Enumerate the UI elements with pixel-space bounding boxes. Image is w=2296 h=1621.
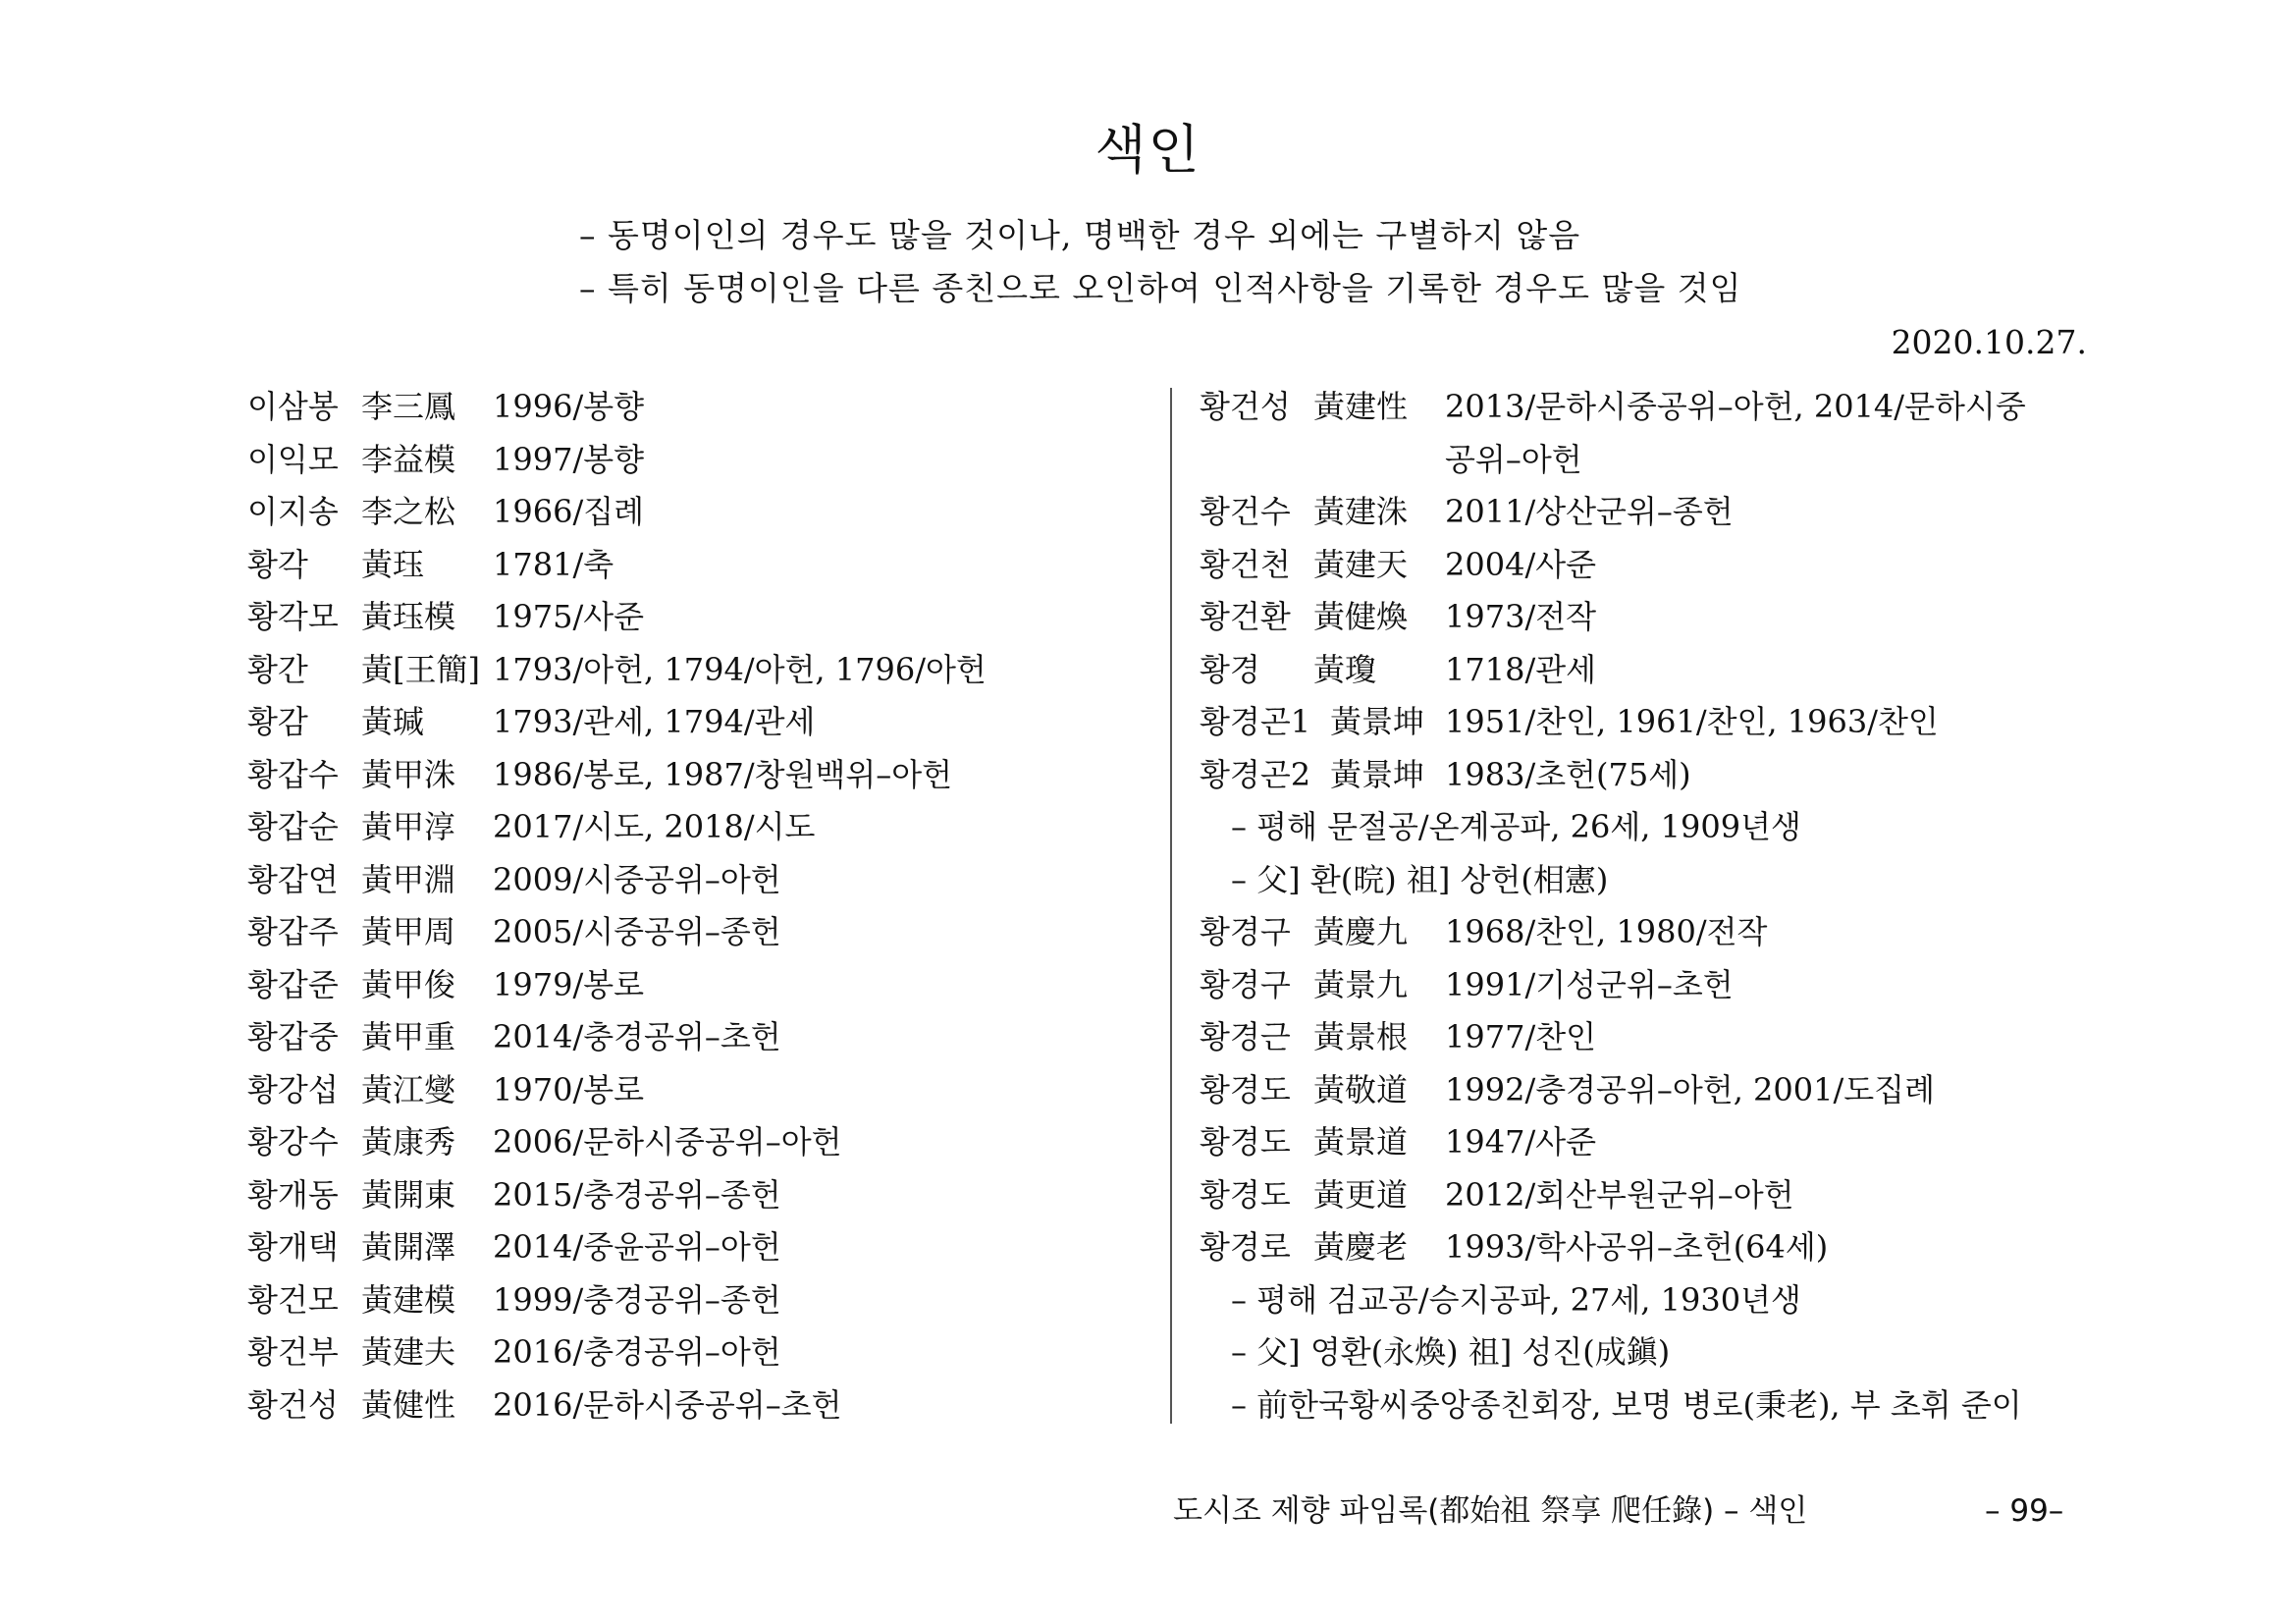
entry-record: 1977/찬인	[1445, 1018, 1597, 1055]
index-entry	[1200, 959, 2103, 1012]
entry-korean-name: 황감	[247, 703, 308, 740]
index-right-column	[1200, 381, 2103, 1432]
entry-record: 공위–아헌	[1445, 440, 1582, 478]
entry-korean-name: 황건성	[1200, 388, 1291, 425]
entry-record: 1973/전작	[1445, 598, 1597, 635]
entry-record: 1975/사준	[493, 598, 645, 635]
entry-record: 1983/초헌(75세)	[1445, 755, 1691, 793]
entry-hanja-name: 黃建性	[1313, 388, 1409, 425]
entry-record: 2013/문하시중공위–아헌, 2014/문하시중	[1445, 388, 2026, 425]
date: 2020.10.27.	[1891, 323, 2087, 361]
entry-korean-name: 황경로	[1200, 1228, 1291, 1266]
entry-record: 2016/충경공위–아헌	[493, 1333, 781, 1371]
entry-hanja-name: 黃康秀	[361, 1123, 456, 1161]
entry-korean-name: 황경도	[1200, 1175, 1291, 1214]
entry-hanja-name: 黃甲周	[361, 913, 456, 950]
entry-hanja-name: 黃瓊	[1313, 650, 1377, 688]
index-entry	[247, 801, 1160, 854]
page-number: – 99–	[1985, 1493, 2064, 1529]
entry-hanja-name: 黃甲淵	[361, 860, 456, 898]
entry-hanja-name: 黃建天	[1313, 545, 1409, 583]
index-entry	[1200, 486, 2103, 539]
entry-korean-name: 황갑주	[247, 913, 339, 950]
entry-record: 2009/시중공위–아헌	[493, 860, 781, 898]
entry-korean-name: 황건부	[247, 1333, 339, 1371]
entry-korean-name: 황건수	[1200, 493, 1291, 530]
entry-record: 2016/문하시중공위–초헌	[493, 1385, 842, 1424]
index-entry	[247, 696, 1160, 749]
index-entry	[1200, 381, 2103, 434]
entry-detail: – 父] 환(晥) 祖] 상헌(相憲)	[1231, 860, 1609, 898]
entry-korean-name: 황개동	[247, 1175, 339, 1214]
entry-hanja-name: 黃建洙	[1313, 493, 1409, 530]
index-entry	[247, 749, 1160, 802]
entry-record: 1947/사준	[1445, 1123, 1597, 1161]
entry-korean-name: 황각모	[247, 598, 339, 635]
entry-hanja-name: 黃景坤	[1330, 755, 1425, 793]
entry-hanja-name: 李益模	[361, 440, 456, 478]
index-entry	[247, 1274, 1160, 1327]
index-entry	[1200, 801, 2103, 854]
index-entry	[247, 1326, 1160, 1379]
entry-record: 2014/중윤공위–아헌	[493, 1228, 781, 1266]
entry-korean-name: 황개택	[247, 1228, 339, 1266]
entry-korean-name: 황건환	[1200, 598, 1291, 635]
index-entry	[247, 1064, 1160, 1117]
entry-record: 1781/축	[493, 545, 614, 583]
entry-korean-name: 황건성	[247, 1385, 339, 1424]
index-entry	[247, 486, 1160, 539]
entry-hanja-name: 黃建模	[361, 1280, 456, 1319]
entry-korean-name: 황강수	[247, 1123, 339, 1161]
entry-detail: – 평해 검교공/승지공파, 27세, 1930년생	[1231, 1280, 1801, 1319]
entry-record: 1951/찬인, 1961/찬인, 1963/찬인	[1445, 703, 1939, 740]
index-entry	[1200, 644, 2103, 697]
entry-detail: – 평해 문절공/온계공파, 26세, 1909년생	[1231, 808, 1801, 845]
entry-record: 2005/시중공위–종헌	[493, 913, 781, 950]
entry-hanja-name: 黃健性	[361, 1385, 456, 1424]
page-title: 색인	[1095, 119, 1201, 181]
entry-korean-name: 이익모	[247, 440, 339, 478]
entry-hanja-name: 黃甲洙	[361, 755, 456, 793]
entry-hanja-name: 黃珏模	[361, 598, 456, 635]
index-entry	[247, 539, 1160, 592]
index-entry	[1200, 854, 2103, 907]
entry-record: 1991/기성군위–초헌	[1445, 965, 1734, 1003]
column-divider	[1170, 388, 1172, 1424]
entry-hanja-name: 黃慶老	[1313, 1228, 1409, 1266]
index-entry	[1200, 591, 2103, 644]
entry-record: 1993/학사공위–초헌(64세)	[1445, 1228, 1829, 1266]
entry-record: 2015/충경공위–종헌	[493, 1175, 781, 1214]
entry-korean-name: 황경도	[1200, 1123, 1291, 1161]
entry-record: 1966/집례	[493, 493, 645, 530]
index-entry	[247, 644, 1160, 697]
entry-hanja-name: 黃慶九	[1313, 913, 1409, 950]
entry-record: 1986/봉로, 1987/창원백위–아헌	[493, 755, 953, 793]
entry-hanja-name: 黃甲淳	[361, 808, 456, 845]
index-entry	[247, 1011, 1160, 1064]
entry-detail: – 前한국황씨중앙종친회장, 보명 병로(秉老), 부 초휘 준이	[1231, 1385, 2022, 1424]
entry-korean-name: 황경구	[1200, 965, 1291, 1003]
index-entry	[1200, 696, 2103, 749]
entry-hanja-name: 黃甲重	[361, 1018, 456, 1055]
index-entry	[1200, 1326, 2103, 1379]
entry-korean-name: 황경구	[1200, 913, 1291, 950]
index-entry	[247, 906, 1160, 959]
entry-record: 1979/봉로	[493, 965, 645, 1003]
entry-record: 1999/충경공위–종헌	[493, 1280, 781, 1319]
entry-korean-name: 황갑수	[247, 755, 339, 793]
entry-hanja-name: 黃敬道	[1313, 1070, 1409, 1108]
entry-hanja-name: 黃景坤	[1330, 703, 1425, 740]
index-entry	[1200, 539, 2103, 592]
index-entry	[247, 591, 1160, 644]
index-entry	[1200, 906, 2103, 959]
entry-hanja-name: 黃開東	[361, 1175, 456, 1214]
index-entry	[1200, 434, 2103, 487]
entry-korean-name: 이지송	[247, 493, 339, 530]
entry-hanja-name: 黃[王簡]	[361, 650, 480, 688]
entry-record: 2012/회산부원군위–아헌	[1445, 1175, 1794, 1214]
entry-hanja-name: 黃甲俊	[361, 965, 456, 1003]
footer-title: 도시조 제향 파임록(都始祖 祭享 爬任錄) – 색인	[1173, 1493, 1808, 1529]
entry-korean-name: 황경곤1	[1200, 703, 1311, 740]
entry-hanja-name: 黃景根	[1313, 1018, 1409, 1055]
entry-korean-name: 황각	[247, 545, 308, 583]
entry-hanja-name: 黃更道	[1313, 1175, 1409, 1214]
entry-korean-name: 황경근	[1200, 1018, 1291, 1055]
index-entry	[247, 1116, 1160, 1169]
entry-hanja-name: 黃瑊	[361, 703, 425, 740]
entry-record: 1793/관세, 1794/관세	[493, 703, 816, 740]
index-left-column	[247, 381, 1160, 1432]
entry-korean-name: 황갑연	[247, 860, 339, 898]
entry-hanja-name: 李三鳳	[361, 388, 456, 425]
entry-record: 1968/찬인, 1980/전작	[1445, 913, 1768, 950]
entry-record: 2011/상산군위–종헌	[1445, 493, 1734, 530]
entry-korean-name: 황강섭	[247, 1070, 339, 1108]
index-entry	[1200, 1116, 2103, 1169]
index-entry	[247, 959, 1160, 1012]
entry-record: 2006/문하시중공위–아헌	[493, 1123, 842, 1161]
entry-korean-name: 황갑준	[247, 965, 339, 1003]
entry-korean-name: 황간	[247, 650, 308, 688]
entry-korean-name: 황갑중	[247, 1018, 339, 1055]
entry-hanja-name: 黃健煥	[1313, 598, 1409, 635]
entry-korean-name: 황경	[1200, 650, 1260, 688]
index-entry	[1200, 1064, 2103, 1117]
entry-hanja-name: 李之松	[361, 493, 456, 530]
entry-record: 1997/봉향	[493, 440, 645, 478]
index-entry	[1200, 1221, 2103, 1274]
entry-record: 2004/사준	[1445, 545, 1597, 583]
entry-korean-name: 황갑순	[247, 808, 339, 845]
index-entry	[1200, 1011, 2103, 1064]
index-entry	[1200, 1379, 2103, 1432]
entry-hanja-name: 黃開澤	[361, 1228, 456, 1266]
entry-hanja-name: 黃景道	[1313, 1123, 1409, 1161]
entry-korean-name: 황경도	[1200, 1070, 1291, 1108]
index-entry	[247, 854, 1160, 907]
entry-record: 2017/시도, 2018/시도	[493, 808, 816, 845]
entry-record: 2014/충경공위–초헌	[493, 1018, 781, 1055]
index-entry	[247, 434, 1160, 487]
entry-hanja-name: 黃江燮	[361, 1070, 456, 1108]
entry-korean-name: 황경곤2	[1200, 755, 1311, 793]
index-entry	[247, 1221, 1160, 1274]
index-entry	[1200, 749, 2103, 802]
index-entry	[247, 381, 1160, 434]
note-line-1: – 동명이인의 경우도 많을 것이나, 명백한 경우 외에는 구별하지 않음	[579, 216, 1581, 254]
entry-hanja-name: 黃景九	[1313, 965, 1409, 1003]
entry-record: 1970/봉로	[493, 1070, 645, 1108]
entry-hanja-name: 黃珏	[361, 545, 425, 583]
index-entry	[247, 1169, 1160, 1222]
entry-record: 1992/충경공위–아헌, 2001/도집례	[1445, 1070, 1935, 1108]
note-line-2: – 특히 동명이인을 다른 종친으로 오인하여 인적사항을 기록한 경우도 많을 것임	[579, 269, 1742, 307]
entry-hanja-name: 黃建夫	[361, 1333, 456, 1371]
entry-record: 1996/봉향	[493, 388, 645, 425]
entry-record: 1793/아헌, 1794/아헌, 1796/아헌	[493, 650, 987, 688]
index-entry	[1200, 1169, 2103, 1222]
entry-korean-name: 이삼봉	[247, 388, 339, 425]
entry-korean-name: 황건모	[247, 1280, 339, 1319]
entry-korean-name: 황건천	[1200, 545, 1291, 583]
entry-record: 1718/관세	[1445, 650, 1597, 688]
entry-detail: – 父] 영환(永煥) 祖] 성진(成鎭)	[1231, 1333, 1671, 1371]
index-entry	[247, 1379, 1160, 1432]
index-entry	[1200, 1274, 2103, 1327]
